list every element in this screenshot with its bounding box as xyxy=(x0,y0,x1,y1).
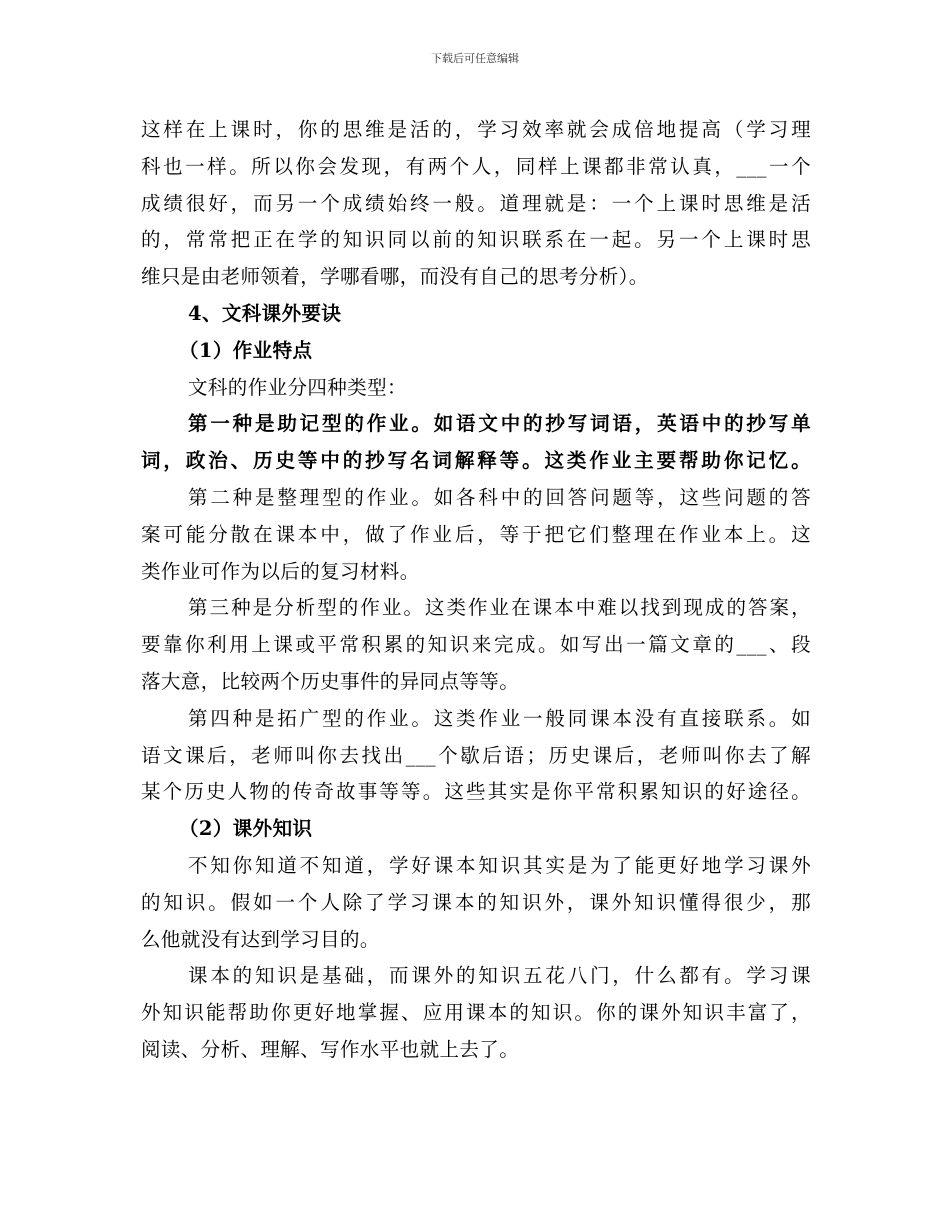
text-line: 案可能分散在课本中，做了作业后，等于把它们整理在作业本上。这 xyxy=(141,522,811,546)
text-line: 语文课后，老师叫你去找出___个歇后语；历史课后，老师叫你去了解 xyxy=(141,743,811,767)
text-line: 这样在上课时，你的思维是活的，学习效率就会成倍地提高（学习理 xyxy=(141,118,811,141)
subsection-heading: （2）课外知识 xyxy=(179,817,313,841)
text-line: 词，政治、历史等中的抄写名词解释等。这类作业主要帮助你记忆。 xyxy=(141,449,811,473)
text-line: 么他就没有达到学习目的。 xyxy=(141,927,380,951)
text-line: 第一种是助记型的作业。如语文中的抄写词语，英语中的抄写单 xyxy=(188,412,811,436)
text-line: 某个历史人物的传奇故事等等。这些其实是你平常积累知识的好途径。 xyxy=(141,780,811,804)
text-line: 落大意，比较两个历史事件的异同点等等。 xyxy=(141,669,520,693)
text-line: 的知识。假如一个人除了学习课本的知识外，课外知识懂得很少，那 xyxy=(141,890,811,914)
page-header: 下载后可任意编辑 xyxy=(431,52,519,65)
text-line: 要靠你利用上课或平常积累的知识来完成。如写出一篇文章的___、段 xyxy=(141,633,811,657)
text-line: 第三种是分析型的作业。这类作业在课本中难以找到现成的答案， xyxy=(188,596,811,620)
text-line: 维只是由老师领着，学哪看哪，而没有自己的思考分析）。 xyxy=(141,265,649,289)
subsection-heading: （1）作业特点 xyxy=(179,338,313,362)
text-line: 第四种是拓广型的作业。这类作业一般同课本没有直接联系。如 xyxy=(188,706,811,730)
text-line: 阅读、分析、理解、写作水平也就上去了。 xyxy=(141,1037,520,1061)
document-body xyxy=(141,112,811,1069)
text-line: 科也一样。所以你会发现，有两个人，同样上课都非常认真，___一个 xyxy=(141,154,811,178)
text-line: 不知你知道不知道，学好课本知识其实是为了能更好地学习课外 xyxy=(188,853,811,877)
text-line: 文科的作业分四种类型： xyxy=(188,375,407,399)
text-line: 成绩很好，而另一个成绩始终一般。道理就是：一个上课时思维是活 xyxy=(141,191,811,215)
text-line: 课本的知识是基础，而课外的知识五花八门，什么都有。学习课 xyxy=(188,964,811,988)
text-line: 第二种是整理型的作业。如各科中的回答问题等，这些问题的答 xyxy=(188,485,811,509)
section-heading: 4、文科课外要诀 xyxy=(188,301,342,325)
text-line: 类作业可作为以后的复习材料。 xyxy=(141,559,420,583)
text-line: 外知识能帮助你更好地掌握、应用课本的知识。你的课外知识丰富了， xyxy=(141,1001,811,1025)
text-line: 的，常常把正在学的知识同以前的知识联系在一起。另一个上课时思 xyxy=(141,228,811,252)
